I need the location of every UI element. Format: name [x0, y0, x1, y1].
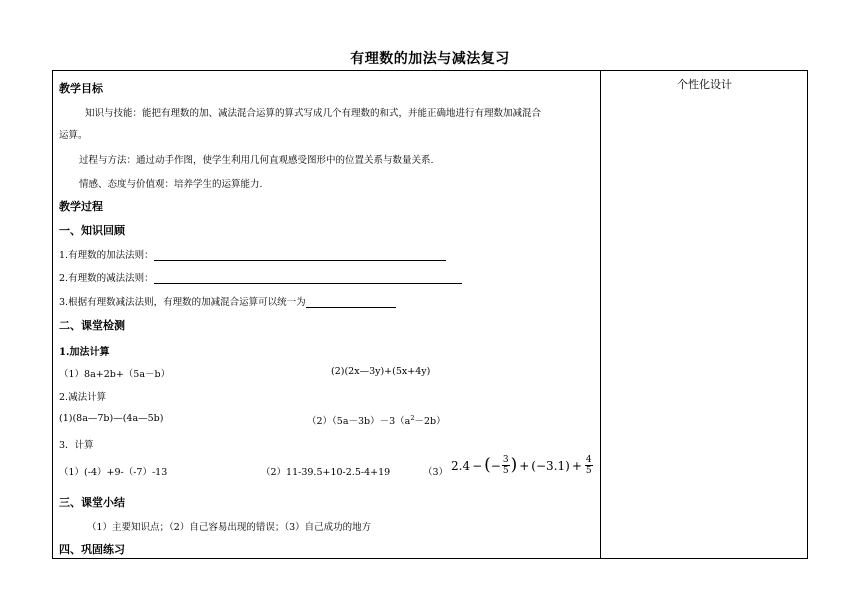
sub-problem-2	[307, 413, 446, 427]
math-number: (−3.1)	[531, 458, 570, 473]
objective-knowledge-line2: 运算。	[59, 130, 88, 141]
calc-heading: 3．计算	[59, 440, 94, 451]
add-problem-2: (2)(2x—3y)+(5x+4y)	[331, 366, 431, 377]
objective-process: 过程与方法：通过动手作图，使学生利用几何直观感受图形中的位置关系与数量关系.	[79, 155, 434, 166]
math-number: 2.4	[451, 458, 471, 473]
calc-problem-2: （2）11-39.5+10-2.5-4+19	[261, 467, 391, 478]
objective-knowledge-line1: 知识与技能：能把有理数的加、减法混合运算的算式写成几个有理数的和式，并能正确地进行有理数加减混合	[85, 108, 542, 119]
answer-blank	[306, 297, 396, 308]
sub-problem-2-suffix: －2b）	[414, 416, 446, 427]
objectives-heading: 教学目标	[59, 82, 103, 95]
answer-blank	[154, 250, 446, 261]
lesson-table	[52, 70, 808, 559]
review-q3	[59, 294, 396, 308]
fraction-numerator: 4	[585, 455, 592, 465]
review-q3-text: 3.根据有理数减法法则，有理数的加减混合运算可以统一为	[59, 297, 306, 308]
summary-text: （1）主要知识点；（2）自己容易出现的错误；（3）自己成功的地方	[87, 522, 372, 533]
review-q1-text: 1.有理数的加法法则：	[59, 250, 154, 261]
objective-emotion: 情感、态度与价值观：培养学生的运算能力.	[79, 179, 263, 190]
answer-blank	[154, 273, 462, 284]
side-column-title: 个性化设计	[677, 78, 732, 91]
column-divider	[600, 71, 601, 558]
math-fraction	[502, 455, 510, 476]
sub-problem-1: (1)(8a—7b)—(4a—5b)	[59, 413, 164, 424]
calc-problem-1: （1）(-4）+9-（-7）-13	[59, 467, 168, 478]
review-q2	[59, 270, 462, 284]
add-heading: 1.加法计算	[59, 347, 110, 358]
review-q1	[59, 247, 446, 261]
sub-problem-2-prefix: （2）（5a－3b）－3（a	[307, 416, 411, 427]
math-operator: −	[472, 458, 483, 473]
calc-problem-3-expression	[451, 455, 594, 476]
practice-heading: 四、巩固练习	[59, 543, 125, 556]
math-operator: −	[490, 458, 501, 473]
review-q2-text: 2.有理数的减法法则：	[59, 273, 154, 284]
exponent: 2	[410, 413, 415, 422]
page-title: 有理数的加法与减法复习	[350, 51, 510, 67]
math-paren: )	[510, 455, 518, 475]
math-operator: +	[519, 458, 530, 473]
calc-problem-3-label: （3）	[423, 467, 449, 478]
math-fraction	[585, 455, 593, 476]
process-heading: 教学过程	[59, 200, 103, 213]
math-operator: +	[571, 458, 582, 473]
fraction-denominator: 5	[585, 466, 592, 476]
review-heading: 一、知识回顾	[59, 224, 125, 237]
fraction-denominator: 5	[502, 466, 509, 476]
math-paren: (	[484, 455, 491, 475]
fraction-numerator: 3	[502, 455, 509, 465]
check-heading: 二、课堂检测	[59, 319, 125, 332]
summary-heading: 三、课堂小结	[59, 496, 125, 509]
add-problem-1: （1）8a+2b+（5a－b）	[59, 369, 171, 380]
sub-heading: 2.减法计算	[59, 392, 107, 403]
